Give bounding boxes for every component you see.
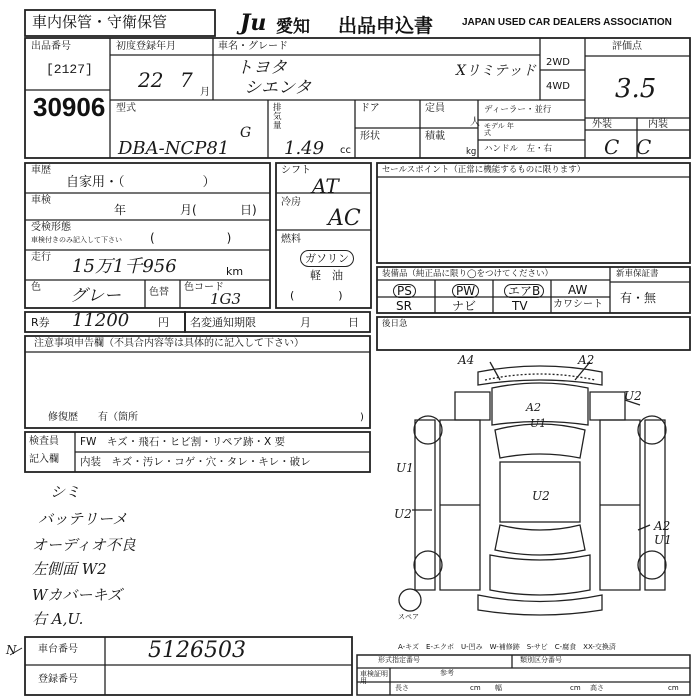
inspection-type-paren: ( )	[150, 231, 232, 245]
equip-sr: SR	[396, 299, 412, 313]
mark-u2-roof: U2	[532, 489, 550, 503]
fill-column-label: 記入欄	[29, 454, 59, 465]
handle-label: ハンドル 左・右	[484, 144, 553, 154]
name-change-day: 日	[348, 316, 359, 329]
equip-leather-seat: カワシート	[553, 299, 603, 310]
chassis-value: 5126503	[148, 638, 246, 663]
equip-pw: PW	[452, 284, 479, 298]
exterior-value: C	[604, 135, 620, 159]
form-label: 形状	[360, 131, 380, 142]
warranty-label: 新車保証書	[616, 269, 659, 279]
mark-u1-left: U1	[396, 461, 414, 475]
document-title: 出品申込書	[338, 15, 434, 37]
chassis-label: 車台番号	[38, 644, 78, 655]
handwritten-note-1: シミ	[50, 483, 81, 501]
handwritten-note-4: 左側面 W2	[32, 560, 107, 578]
exterior-label: 外装	[592, 119, 612, 130]
recycle-unit: 円	[158, 316, 169, 329]
registration-year: 22	[138, 68, 164, 92]
repair-history-close: )	[360, 412, 364, 423]
form-spec-label: 形式指定番号	[378, 656, 420, 664]
mark-u1-hood: U1	[530, 417, 547, 430]
cert-height: 高さ	[590, 684, 604, 692]
color-code-label: 色コード	[184, 282, 224, 293]
load-unit: kg	[466, 147, 477, 157]
repair-history-label: 修復歴 有（箇所	[48, 412, 138, 423]
cert-height-unit: cm	[668, 684, 679, 692]
inspection-type-note: 車検付きのみ記入して下さい	[31, 236, 122, 244]
capacity-unit: 人	[470, 117, 480, 128]
cert-length-unit: cm	[470, 684, 481, 692]
lot-number: 30906	[33, 92, 106, 122]
margin-mark: N	[6, 643, 17, 657]
name-change-month: 月	[300, 316, 311, 329]
shaken-month: 月(	[180, 203, 197, 217]
ac-value: AC	[328, 206, 361, 231]
drive-2wd: 2WD	[546, 57, 570, 68]
door-label: ドア	[360, 103, 380, 114]
equip-airbag: エアB	[504, 284, 544, 298]
displacement-label: 排気量	[273, 103, 282, 131]
form-spec-ref: 参考	[440, 669, 454, 677]
model-code-value: DBA-NCP81	[118, 138, 230, 159]
mileage-unit: km	[226, 265, 244, 278]
handwritten-note-5: Wカバーキズ	[32, 586, 123, 604]
interior-value: C	[636, 135, 652, 159]
reg-number-label: 登録番号	[38, 674, 78, 685]
sales-point-label: セールスポイント（正常に機能するものに限ります）	[382, 165, 586, 175]
dealer-label: ディーラー・並行	[484, 105, 552, 115]
handwritten-note-3: オーディオ不良	[32, 536, 136, 554]
registration-label: 初度登録年月	[116, 41, 176, 52]
cert-label: 車検証明用	[360, 670, 388, 685]
month-unit: 月	[200, 87, 210, 98]
load-label: 積載	[425, 131, 445, 142]
equip-aw: AW	[568, 283, 588, 297]
color-code-value: 1G3	[210, 290, 242, 308]
capacity-label: 定員	[425, 103, 445, 114]
later-label: 後日急	[382, 319, 408, 329]
shaken-label: 車検	[31, 195, 51, 206]
mark-u2-left: U2	[394, 507, 412, 521]
inspector-row2: 内装 キズ・汚レ・コゲ・穴・タレ・キレ・破レ	[80, 456, 311, 468]
mark-a2-hood: A2	[526, 401, 541, 414]
inspector-label: 検査員	[29, 436, 59, 447]
fuel-diesel: 軽 油	[310, 269, 343, 282]
cert-length: 長さ	[395, 684, 409, 692]
equipment-label: 装備品（純正品に限り◯をつけてください）	[382, 269, 554, 279]
inspector-row1: FW キズ・飛石・ヒビ割・リペア跡・X 要	[80, 436, 286, 448]
association-name: JAPAN USED CAR DEALERS ASSOCIATION	[462, 17, 672, 28]
mark-a2-front: A2	[578, 353, 595, 367]
mileage-label: 走行	[31, 252, 51, 263]
mark-u2-right: U2	[624, 389, 642, 403]
handwritten-note-6: 右 A,U.	[32, 610, 84, 628]
lot-sub-number: [2127]	[46, 62, 93, 77]
ju-logo: Ju	[240, 10, 267, 36]
shaken-day: 日)	[240, 203, 257, 217]
name-change-label: 名変通知期限	[190, 316, 256, 329]
displacement-value: 1.49	[284, 138, 325, 159]
damage-legend: A-キズ E-エクボ U-凹み W-補修跡 S-サビ C-腐食 XX-交換済	[398, 643, 616, 651]
color-change-label: 色替	[149, 287, 169, 298]
fuel-gasoline-circled: ガソリン	[300, 250, 354, 267]
car-history-label: 車歴	[31, 165, 51, 176]
model-code-label: 型式	[116, 103, 136, 114]
logo-prefecture: 愛知	[276, 17, 310, 37]
cert-width: 幅	[495, 684, 502, 692]
drive-4wd: 4WD	[546, 81, 570, 92]
car-grade: Xリミテッド	[456, 63, 536, 79]
spare-label: スペア	[398, 613, 419, 621]
fuel-other-paren: ( )	[290, 289, 343, 302]
equip-navi: ナビ	[452, 299, 477, 313]
color-value: グレー	[70, 286, 121, 306]
notes-label: 注意事項申告欄（不具合内容等は具体的に記入して下さい）	[34, 338, 304, 349]
mark-u1-rear: U1	[654, 533, 672, 547]
car-history-value: 自家用・（ ）	[66, 175, 216, 190]
interior-label: 内装	[648, 119, 668, 130]
mileage-value: 15万1千956	[72, 256, 177, 277]
registration-month: 7	[180, 68, 193, 92]
score-value: 3.5	[615, 74, 657, 104]
storage-title: 車内保管・守衛保管	[32, 13, 168, 31]
color-label: 色	[31, 282, 41, 293]
car-name-label: 車名・グレード	[218, 41, 288, 52]
class-number-label: 類別区分番号	[520, 656, 562, 664]
recycle-value: 11200	[72, 310, 130, 331]
mark-a4: A4	[458, 353, 475, 367]
shaken-year: 年	[114, 203, 127, 217]
equip-ps: PS	[393, 284, 416, 298]
shift-value: AT	[312, 174, 339, 198]
mark-a2-rear: A2	[654, 519, 671, 533]
equip-tv: TV	[512, 299, 528, 313]
ac-label: 冷房	[281, 197, 301, 208]
warranty-value: 有・無	[620, 291, 657, 305]
lot-label: 出品番号	[31, 41, 71, 52]
shift-label: シフト	[281, 165, 311, 176]
score-label: 評価点	[612, 41, 642, 52]
grade-letter: G	[240, 125, 252, 141]
car-model: シエンタ	[244, 78, 312, 98]
cert-width-unit: cm	[570, 684, 581, 692]
recycle-label: R券	[31, 316, 50, 329]
fuel-label: 燃料	[281, 234, 301, 245]
inspection-type-label: 受検形態	[31, 222, 71, 233]
handwritten-note-2: バッテリーメ	[38, 510, 128, 528]
car-maker: トヨタ	[236, 58, 287, 78]
displacement-unit: cc	[340, 145, 351, 156]
model-year-label: モデル 年式	[484, 122, 514, 137]
